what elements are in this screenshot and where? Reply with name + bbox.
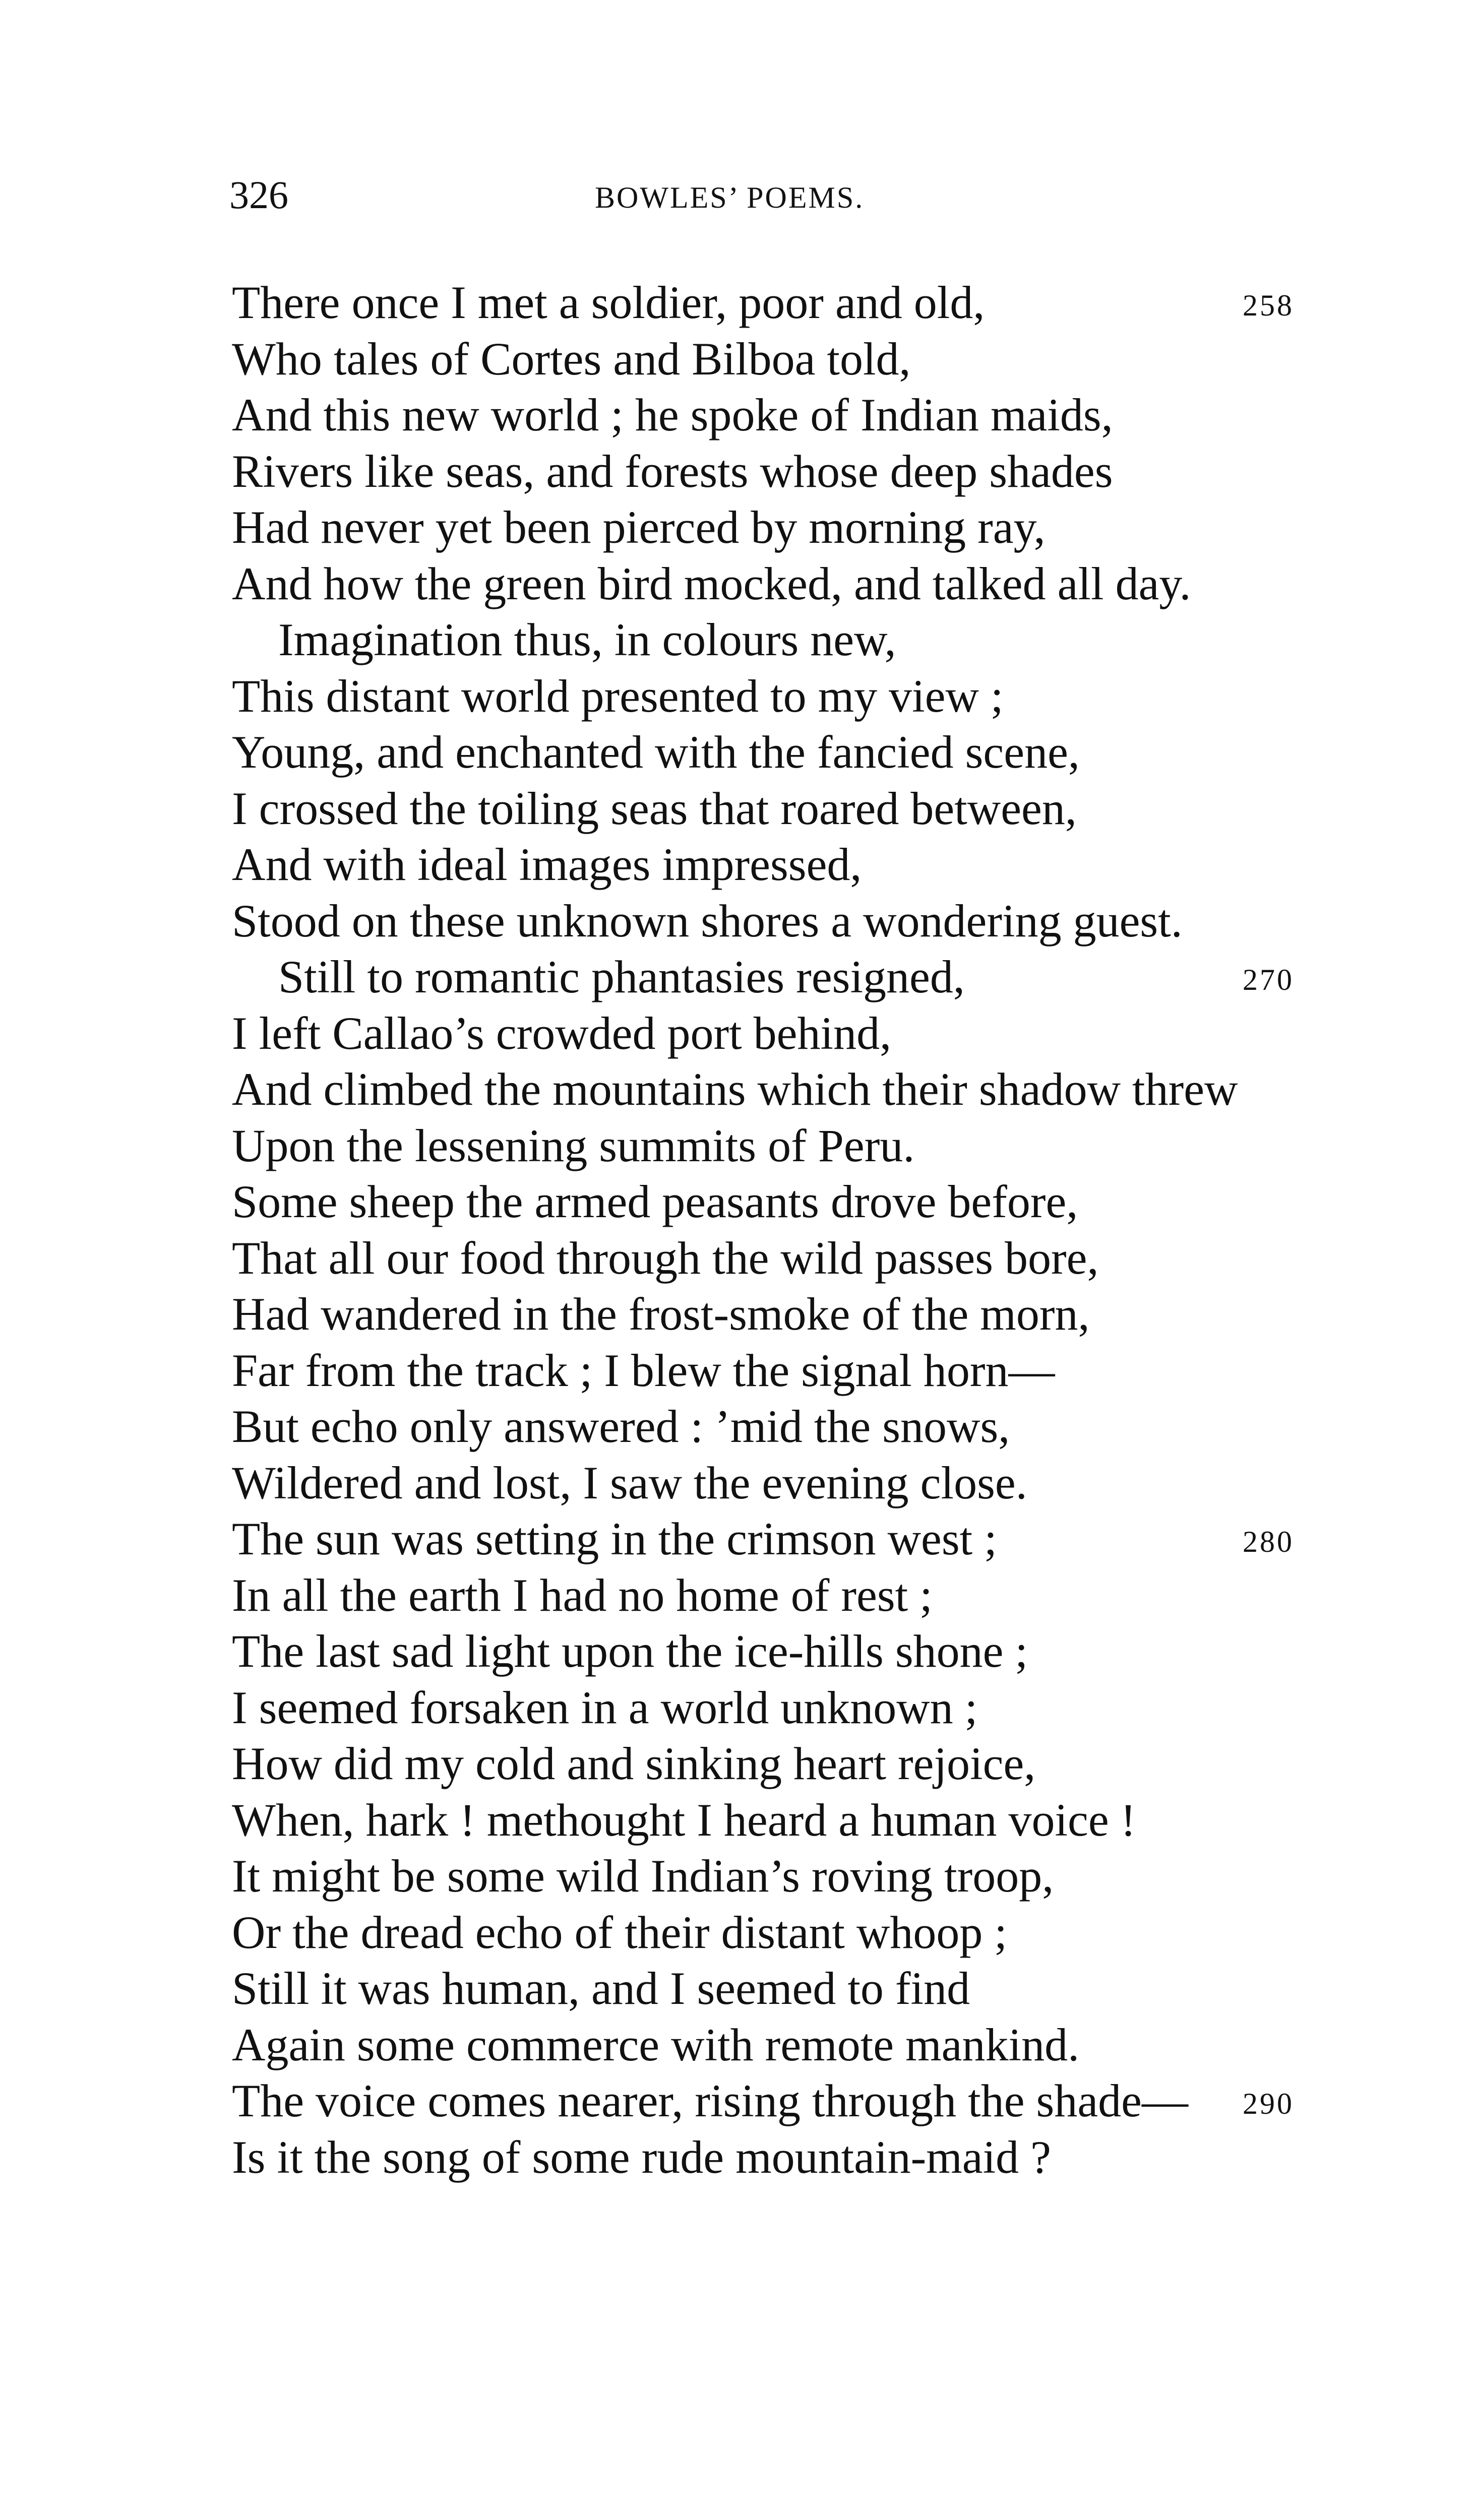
line-number: 258 (1243, 289, 1294, 322)
poem-line (232, 1905, 1316, 1961)
line-number: 280 (1243, 1525, 1294, 1558)
poem-line-text: Had never yet been pierced by morning ray, (232, 501, 1046, 553)
poem-line (232, 2129, 1316, 2186)
poem-line-text: In all the earth I had no home of rest ; (232, 1569, 933, 1621)
poem-line (232, 1061, 1316, 1118)
poem-line (232, 1399, 1316, 1455)
poem-line-text: Still to romantic phantasies resigned, (278, 951, 965, 1002)
poem-line (232, 1567, 1316, 1624)
poem-line-text: Rivers like seas, and forests whose deep shades (232, 445, 1113, 497)
poem-line (232, 1961, 1316, 2017)
poem-line (232, 331, 1316, 388)
poem-line-text: Is it the song of some rude mountain-maid ? (232, 2131, 1052, 2183)
page-number: 326 (229, 173, 288, 217)
poem-line (232, 1792, 1316, 1849)
poem-line-text: But echo only answered : ’mid the snows, (232, 1401, 1010, 1452)
poem-line (232, 1174, 1316, 1230)
poem-body (232, 275, 1316, 2185)
poem-line (232, 949, 1316, 1005)
poem-line (232, 2017, 1316, 2073)
poem-line (232, 1736, 1316, 1792)
poem-line (232, 444, 1316, 500)
poem-line-text: And how the green bird mocked, and talked all day. (232, 557, 1191, 609)
poem-line-text: Had wandered in the frost-smoke of the morn, (232, 1288, 1090, 1340)
poem-line-text: Young, and enchanted with the fancied scene, (232, 726, 1080, 778)
poem-line (232, 781, 1316, 837)
poem-line-text: Far from the track ; I blew the signal horn— (232, 1344, 1055, 1396)
poem-line-text: Wildered and lost, I saw the evening close. (232, 1457, 1027, 1508)
poem-line-text: Imagination thus, in colours new, (278, 614, 896, 665)
poem-line (232, 1848, 1316, 1905)
poem-line (232, 1118, 1316, 1174)
poem-line (232, 387, 1316, 444)
poem-line-text: I crossed the toiling seas that roared between, (232, 782, 1077, 834)
poem-line (232, 275, 1316, 331)
poem-line-text: That all our food through the wild passes bore, (232, 1232, 1099, 1284)
poem-line-text: Again some commerce with remote mankind. (232, 2019, 1080, 2070)
poem-line-text: Still it was human, and I seemed to find (232, 1963, 970, 2014)
poem-line-text: Or the dread echo of their distant whoop ; (232, 1906, 1007, 1958)
poem-line (232, 1680, 1316, 1736)
poem-line-text: The last sad light upon the ice-hills shone ; (232, 1625, 1028, 1677)
poem-line-text: It might be some wild Indian’s roving troop, (232, 1850, 1054, 1902)
poem-line-text: When, hark ! methought I heard a human voice ! (232, 1794, 1136, 1846)
poem-line (232, 668, 1316, 725)
poem-line (232, 499, 1316, 556)
poem-line-text: And with ideal images impressed, (232, 839, 862, 890)
poem-line-text: The sun was setting in the crimson west ; (232, 1513, 997, 1564)
poem-line-text: Some sheep the armed peasants drove before, (232, 1176, 1078, 1227)
poem-line (232, 1230, 1316, 1287)
poem-line (232, 1286, 1316, 1343)
poem-line-text: Upon the lessening summits of Peru. (232, 1119, 915, 1171)
poem-line-text: I seemed forsaken in a world unknown ; (232, 1681, 978, 1733)
line-number: 290 (1243, 2087, 1294, 2120)
poem-line (232, 2073, 1316, 2129)
poem-line (232, 556, 1316, 612)
poem-line (232, 1005, 1316, 1062)
poem-line-text: I left Callao’s crowded port behind, (232, 1007, 892, 1059)
poem-line (232, 724, 1316, 781)
poem-line-text: Who tales of Cortes and Bilboa told, (232, 333, 911, 385)
poem-line-text: The voice comes nearer, rising through the shade— (232, 2075, 1189, 2126)
line-number: 270 (1243, 963, 1294, 996)
poem-line-text: Stood on these unknown shores a wondering guest. (232, 895, 1183, 947)
poem-line-text: And climbed the mountains which their shadow threw (232, 1063, 1238, 1115)
poem-line (232, 1511, 1316, 1567)
poem-line-text: There once I met a soldier, poor and old, (232, 277, 985, 328)
poem-line (232, 1455, 1316, 1511)
poem-line (232, 837, 1316, 893)
running-head: BOWLES’ POEMS. (595, 181, 865, 214)
poem-line-text: How did my cold and sinking heart rejoice, (232, 1738, 1036, 1789)
poem-line (232, 1343, 1316, 1399)
poem-line (232, 612, 1316, 668)
poem-line (232, 893, 1316, 950)
poem-line-text: This distant world presented to my view ; (232, 670, 1004, 722)
poem-line (232, 1623, 1316, 1680)
poem-line-text: And this new world ; he spoke of Indian maids, (232, 389, 1113, 440)
